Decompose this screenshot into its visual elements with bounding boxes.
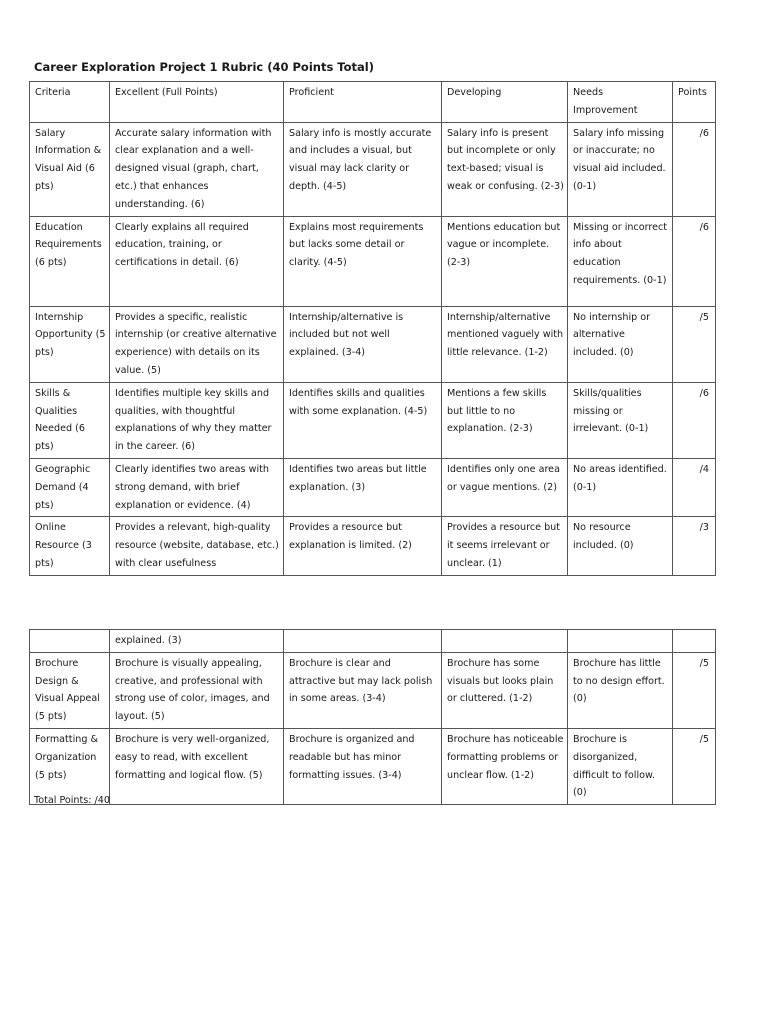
developing-cell [442,630,568,653]
needs-cell: No resource included. (0) [568,517,673,575]
proficient-cell: Explains most requirements but lacks some detail or clarity. (4-5) [284,216,442,306]
developing-cell: Identifies only one area or vague mentions. (2) [442,458,568,516]
table-row [30,122,716,216]
excellent-cell: Provides a relevant, high-quality resource (website, database, etc.) with clear usefulness [110,517,284,575]
criteria-cell: Formatting & Organization (5 pts) [30,728,110,804]
needs-cell [568,630,673,653]
proficient-cell: Salary info is mostly accurate and includes a visual, but visual may lack clarity or depth. (4-5) [284,122,442,216]
table-row [30,517,716,575]
excellent-cell: Clearly explains all required education, training, or certifications in detail. (6) [110,216,284,306]
developing-cell: Mentions a few skills but little to no explanation. (2-3) [442,382,568,458]
excellent-cell: explained. (3) [110,630,284,653]
rubric-title: Career Exploration Project 1 Rubric (40 Points Total) [34,60,374,74]
proficient-cell: Identifies skills and qualities with some explanation. (4-5) [284,382,442,458]
table-row [30,652,716,728]
excellent-cell: Identifies multiple key skills and qualities, with thoughtful explanations of why they matter in the career. (6) [110,382,284,458]
points-cell: /4 [673,458,716,516]
table-row [30,306,716,382]
table-row-continuation [30,630,716,653]
developing-cell: Salary info is present but incomplete or only text-based; visual is weak or confusing. (2-3) [442,122,568,216]
excellent-cell: Brochure is very well-organized, easy to read, with excellent formatting and logical flow. (5) [110,728,284,804]
points-cell: /6 [673,122,716,216]
developing-cell: Mentions education but vague or incomplete. (2-3) [442,216,568,306]
proficient-cell [284,630,442,653]
points-cell: /3 [673,517,716,575]
table-row [30,382,716,458]
points-cell: /5 [673,652,716,728]
table-row [30,728,716,804]
table-row [30,216,716,306]
proficient-cell: Brochure is organized and readable but has minor formatting issues. (3-4) [284,728,442,804]
total-points: Total Points: /40 [34,795,110,806]
needs-cell: Brochure is disorganized, difficult to follow. (0) [568,728,673,804]
needs-cell: Brochure has little to no design effort. (0) [568,652,673,728]
header-points: Points [673,82,716,123]
needs-cell: Skills/qualities missing or irrelevant. (0-1) [568,382,673,458]
developing-cell: Provides a resource but it seems irrelevant or unclear. (1) [442,517,568,575]
criteria-cell [30,630,110,653]
points-cell [673,630,716,653]
header-needs-improvement: Needs Improvement [568,82,673,123]
header-developing: Developing [442,82,568,123]
excellent-cell: Brochure is visually appealing, creative, and professional with strong use of color, images, and layout. (5) [110,652,284,728]
header-excellent: Excellent (Full Points) [110,82,284,123]
criteria-cell: Education Requirements (6 pts) [30,216,110,306]
developing-cell: Brochure has noticeable formatting problems or unclear flow. (1-2) [442,728,568,804]
points-cell: /6 [673,382,716,458]
criteria-cell: Skills & Qualities Needed (6 pts) [30,382,110,458]
excellent-cell: Accurate salary information with clear explanation and a well-designed visual (graph, chart, etc.) that enhances understanding. (6) [110,122,284,216]
developing-cell: Internship/alternative mentioned vaguely with little relevance. (1-2) [442,306,568,382]
excellent-cell: Clearly identifies two areas with strong demand, with brief explanation or evidence. (4) [110,458,284,516]
proficient-cell: Brochure is clear and attractive but may lack polish in some areas. (3-4) [284,652,442,728]
criteria-cell: Geographic Demand (4 pts) [30,458,110,516]
points-cell: /6 [673,216,716,306]
needs-cell: Salary info missing or inaccurate; no visual aid included. (0-1) [568,122,673,216]
excellent-cell: Provides a specific, realistic internship (or creative alternative experience) with details on its value. (5) [110,306,284,382]
needs-cell: No internship or alternative included. (0) [568,306,673,382]
points-cell: /5 [673,306,716,382]
criteria-cell: Brochure Design & Visual Appeal (5 pts) [30,652,110,728]
points-cell: /5 [673,728,716,804]
rubric-table-continued [29,629,716,805]
table-header-row [30,82,716,123]
criteria-cell: Online Resource (3 pts) [30,517,110,575]
criteria-cell: Salary Information & Visual Aid (6 pts) [30,122,110,216]
proficient-cell: Identifies two areas but little explanation. (3) [284,458,442,516]
table-row [30,458,716,516]
header-criteria: Criteria [30,82,110,123]
proficient-cell: Provides a resource but explanation is limited. (2) [284,517,442,575]
developing-cell: Brochure has some visuals but looks plain or cluttered. (1-2) [442,652,568,728]
criteria-cell: Internship Opportunity (5 pts) [30,306,110,382]
header-proficient: Proficient [284,82,442,123]
proficient-cell: Internship/alternative is included but not well explained. (3-4) [284,306,442,382]
needs-cell: No areas identified. (0-1) [568,458,673,516]
needs-cell: Missing or incorrect info about education requirements. (0-1) [568,216,673,306]
rubric-table [29,81,716,576]
